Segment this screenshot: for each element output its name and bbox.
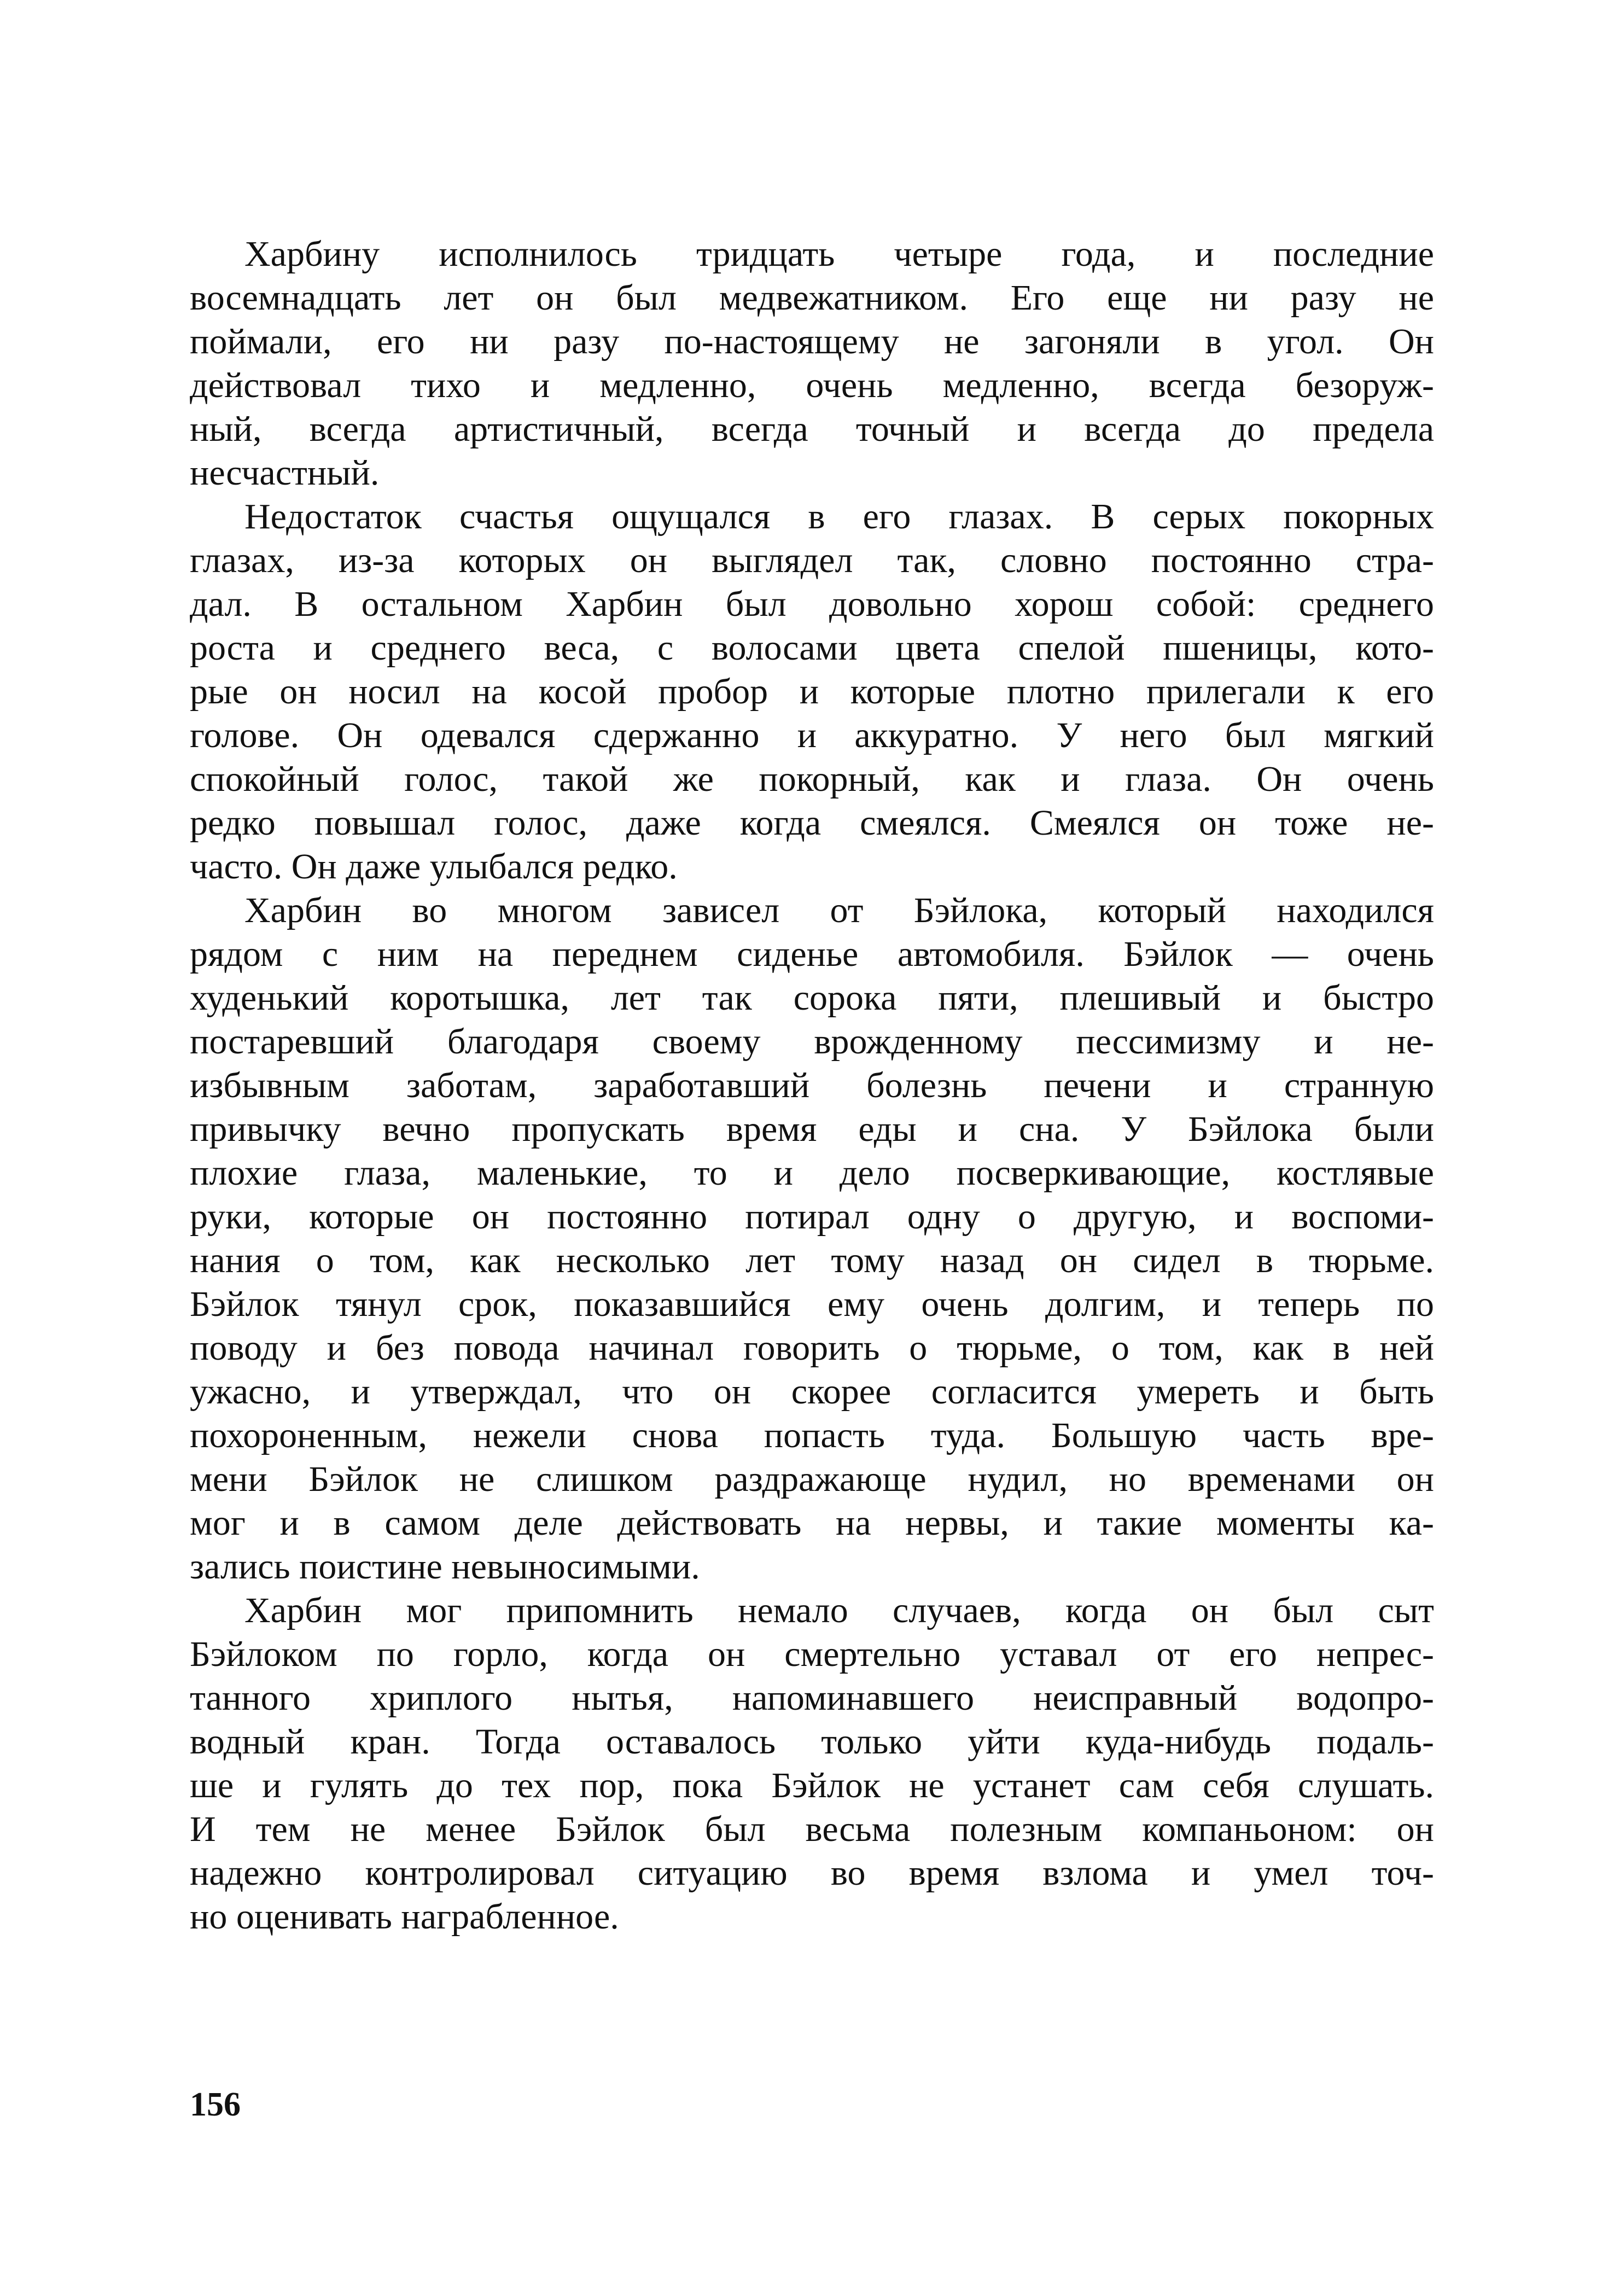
text-line: действовал тихо и медленно, очень медленно, всегда безоруж-	[190, 365, 1434, 405]
paragraph-3	[190, 889, 1434, 1589]
text-line: рые он носил на косой пробор и которые плотно прилегали к его	[190, 672, 1434, 712]
text-line: ужасно, и утверждал, что он скорее согласится умереть и быть	[190, 1372, 1434, 1412]
text-line: поймали, его ни разу по-настоящему не загоняли в угол. Он	[190, 322, 1434, 362]
text-line: мени Бэйлок не слишком раздражающе нудил, но временами он	[190, 1459, 1434, 1499]
text-line: нания о том, как несколько лет тому назад он сидел в тюрьме.	[190, 1240, 1434, 1280]
text-line: Харбин во многом зависел от Бэйлока, который находился	[244, 890, 1434, 930]
paragraph-2	[190, 495, 1434, 889]
text-line: зались поистине невыносимыми.	[190, 1547, 700, 1587]
text-line: Бэйлок тянул срок, показавшийся ему очень долгим, и теперь по	[190, 1284, 1434, 1324]
text-line: восемнадцать лет он был медвежатником. Его еще ни разу не	[190, 278, 1434, 318]
text-line: избывным заботам, заработавший болезнь печени и странную	[190, 1065, 1434, 1105]
text-line: постаревший благодаря своему врожденному пессимизму и не-	[190, 1022, 1434, 1062]
text-line: похороненным, нежели снова попасть туда. Большую часть вре-	[190, 1415, 1434, 1455]
text-line: плохие глаза, маленькие, то и дело посверкивающие, костлявые	[190, 1153, 1434, 1193]
text-line: мог и в самом деле действовать на нервы, и такие моменты ка-	[190, 1503, 1434, 1543]
text-line: редко повышал голос, даже когда смеялся. Смеялся он тоже не-	[190, 803, 1434, 843]
text-line: несчастный.	[190, 453, 380, 493]
text-line: дал. В остальном Харбин был довольно хорош собой: среднего	[190, 584, 1434, 624]
page-number: 156	[190, 2086, 241, 2123]
text-line: танного хриплого нытья, напоминавшего неисправный водопро-	[190, 1678, 1434, 1718]
text-line: худенький коротышка, лет так сорока пяти, плешивый и быстро	[190, 978, 1434, 1018]
paragraph-4	[190, 1589, 1434, 1939]
text-line: Недостаток счастья ощущался в его глазах. В серых покорных	[244, 497, 1434, 537]
text-line: глазах, из-за которых он выглядел так, словно постоянно стра-	[190, 540, 1434, 580]
paragraph-1	[190, 232, 1434, 495]
text-line: ный, всегда артистичный, всегда точный и всегда до предела	[190, 409, 1434, 449]
text-line: часто. Он даже улыбался редко.	[190, 847, 678, 887]
text-line: голове. Он одевался сдержанно и аккуратно. У него был мягкий	[190, 715, 1434, 755]
text-line: спокойный голос, такой же покорный, как и глаза. Он очень	[190, 759, 1434, 799]
text-line: Бэйлоком по горло, когда он смертельно уставал от его непрес-	[190, 1634, 1434, 1674]
text-line: но оценивать награбленное.	[190, 1897, 619, 1937]
text-line: ше и гулять до тех пор, пока Бэйлок не устанет сам себя слушать.	[190, 1765, 1434, 1805]
text-line: роста и среднего веса, с волосами цвета спелой пшеницы, кото-	[190, 628, 1434, 668]
text-line: Харбин мог припомнить немало случаев, когда он был сыт	[244, 1590, 1434, 1630]
text-line: И тем не менее Бэйлок был весьма полезным компаньоном: он	[190, 1809, 1434, 1849]
text-line: Харбину исполнилось тридцать четыре года, и последние	[244, 234, 1434, 274]
text-line: водный кран. Тогда оставалось только уйти куда-нибудь подаль-	[190, 1722, 1434, 1762]
text-line: привычку вечно пропускать время еды и сна. У Бэйлока были	[190, 1109, 1434, 1149]
text-line: рядом с ним на переднем сиденье автомобиля. Бэйлок — очень	[190, 934, 1434, 974]
text-line: надежно контролировал ситуацию во время взлома и умел точ-	[190, 1853, 1434, 1893]
body-text	[190, 232, 1434, 1939]
text-line: руки, которые он постоянно потирал одну о другую, и воспоми-	[190, 1197, 1434, 1237]
text-line: поводу и без повода начинал говорить о тюрьме, о том, как в ней	[190, 1328, 1434, 1368]
